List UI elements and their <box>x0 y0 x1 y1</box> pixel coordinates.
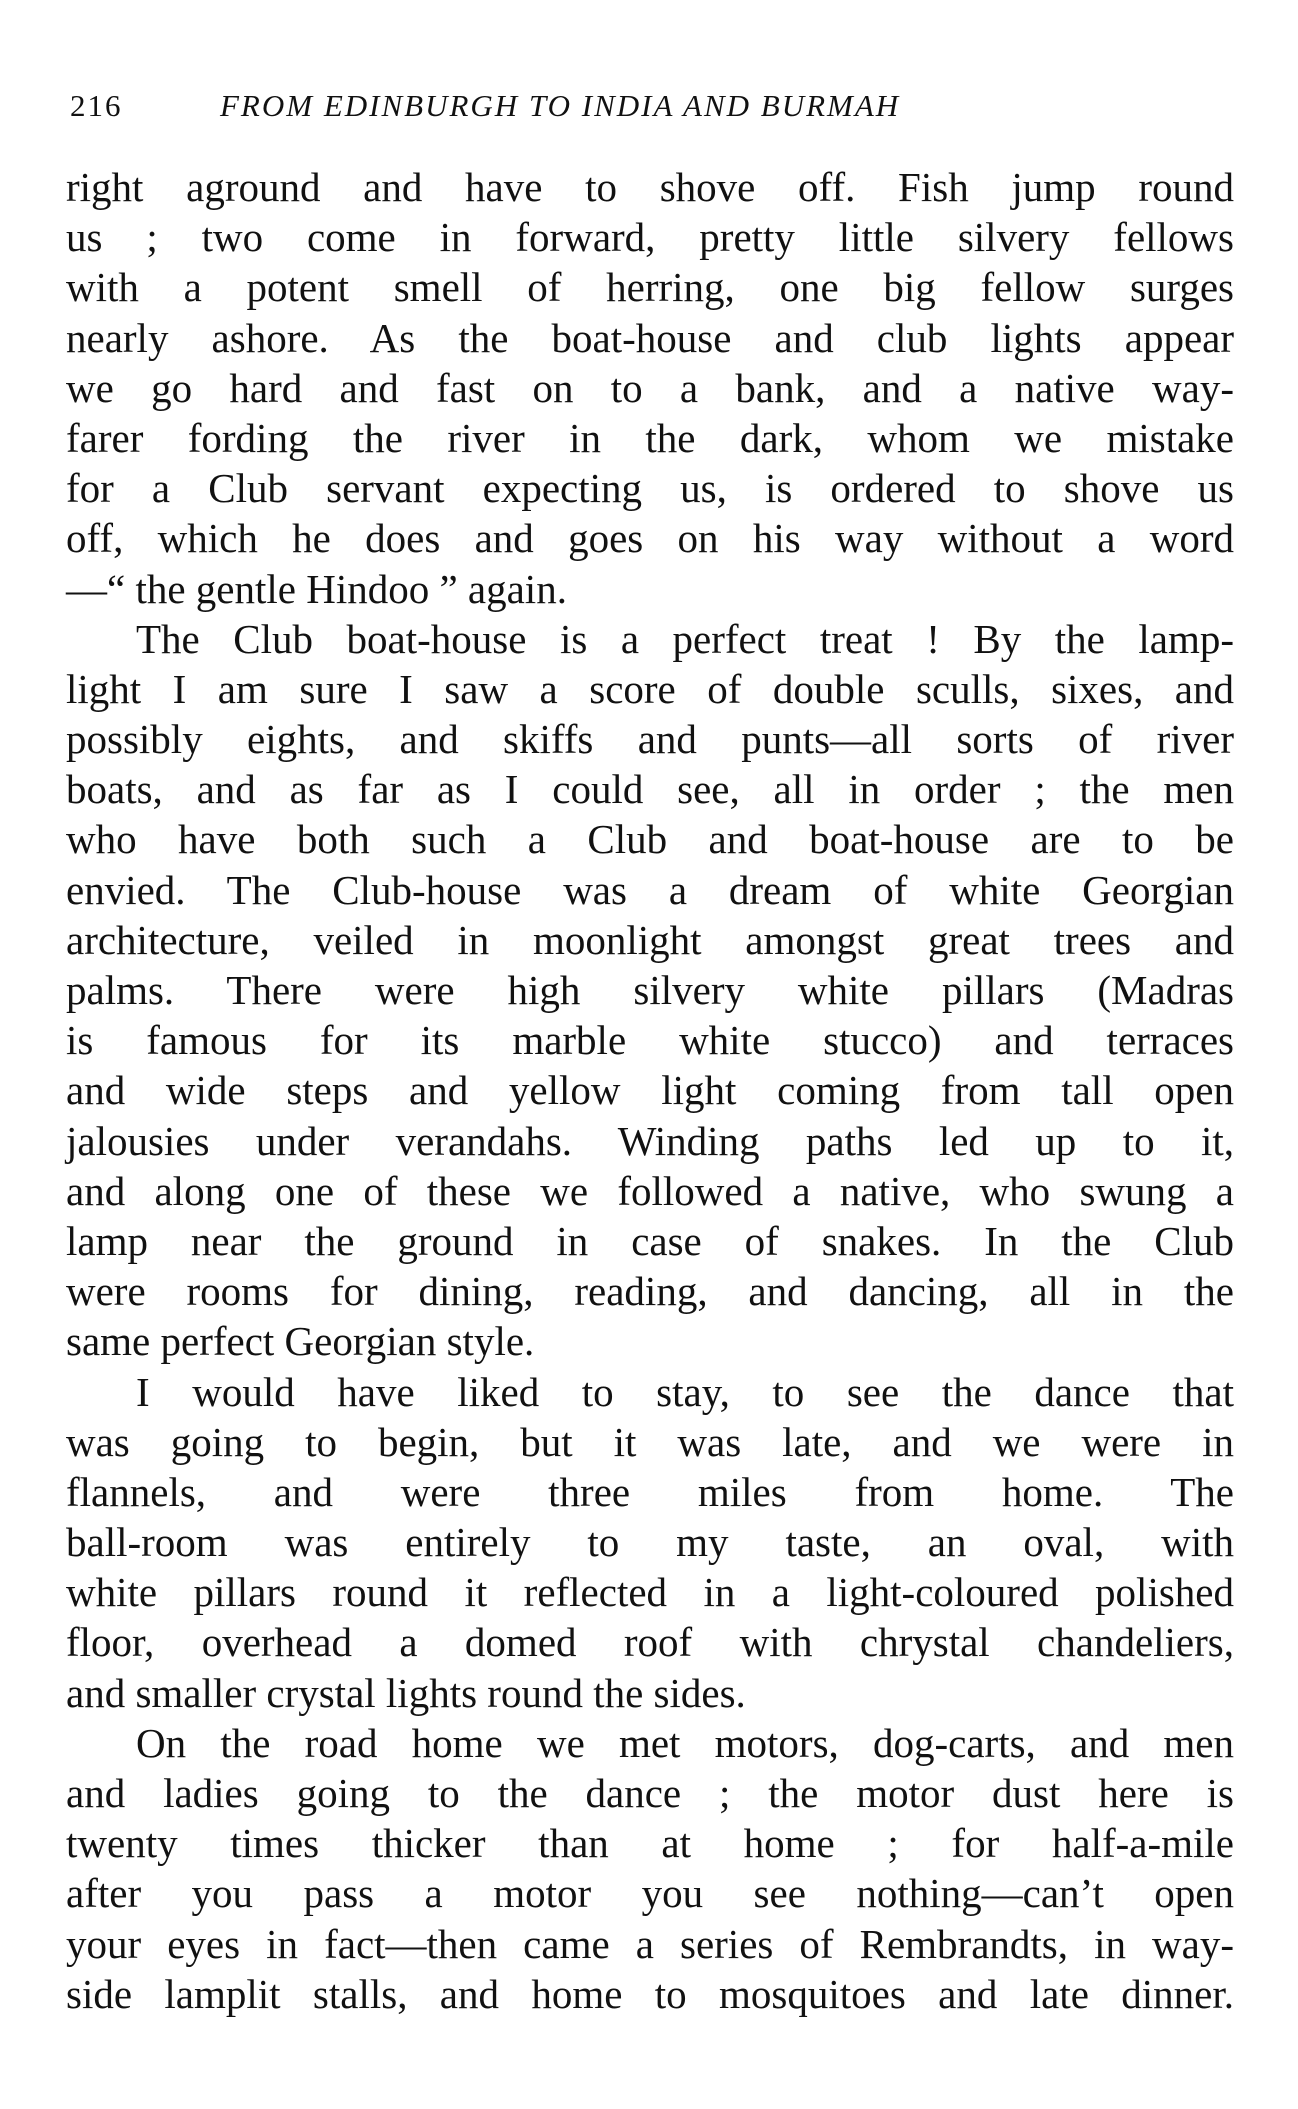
text-line: who have both such a Club and boat-house are to be <box>66 816 1234 863</box>
text-line: we go hard and fast on to a bank, and a native way- <box>66 364 1234 411</box>
text-line: boats, and as far as I could see, all in order ; the men <box>66 766 1234 813</box>
text-line: lamp near the ground in case of snakes. In the Club <box>66 1217 1234 1264</box>
text-line: same perfect Georgian style. <box>66 1318 535 1365</box>
text-line: architecture, veiled in moonlight amongst great trees and <box>66 916 1234 963</box>
text-line: and smaller crystal lights round the sides. <box>66 1669 746 1716</box>
running-title: FROM EDINBURGH TO INDIA AND BURMAH <box>220 88 901 123</box>
text-line: your eyes in fact—then came a series of Rembrandts, in way- <box>66 1920 1234 1967</box>
body-text <box>66 162 1234 2019</box>
text-line: envied. The Club-house was a dream of white Georgian <box>66 866 1234 913</box>
text-line: I would have liked to stay, to see the dance that <box>136 1368 1234 1415</box>
text-line: were rooms for dining, reading, and dancing, all in the <box>66 1268 1234 1315</box>
text-line: us ; two come in forward, pretty little silvery fellows <box>66 214 1234 261</box>
text-line: for a Club servant expecting us, is ordered to shove us <box>66 465 1234 512</box>
text-line: twenty times thicker than at home ; for half-a-mile <box>66 1820 1234 1867</box>
text-line: and along one of these we followed a native, who swung a <box>66 1167 1234 1214</box>
text-line: On the road home we met motors, dog-carts, and men <box>136 1719 1234 1766</box>
text-line: palms. There were high silvery white pillars (Madras <box>66 967 1234 1013</box>
text-line: farer fording the river in the dark, whom we mistake <box>66 414 1234 461</box>
text-line: and ladies going to the dance ; the motor dust here is <box>66 1770 1234 1816</box>
text-line: with a potent smell of herring, one big fellow surges <box>66 264 1234 311</box>
text-line: light I am sure I saw a score of double sculls, sixes, and <box>66 665 1234 712</box>
text-line: flannels, and were three miles from home. The <box>66 1468 1234 1515</box>
text-line: white pillars round it reflected in a light-coloured polished <box>66 1569 1234 1616</box>
paragraph <box>66 1367 1234 1718</box>
running-head <box>70 84 1235 128</box>
text-line: jalousies under verandahs. Winding paths led up to it, <box>66 1117 1234 1164</box>
text-line: side lamplit stalls, and home to mosquitoes and late dinner. <box>66 1970 1234 2017</box>
paragraph <box>66 614 1234 1367</box>
text-line: possibly eights, and skiffs and punts—all sorts of river <box>66 716 1234 763</box>
text-line: and wide steps and yellow light coming from tall open <box>66 1067 1234 1114</box>
text-line: is famous for its marble white stucco) and terraces <box>66 1017 1234 1064</box>
text-line: floor, overhead a domed roof with chrystal chandeliers, <box>66 1619 1234 1666</box>
text-line: was going to begin, but it was late, and we were in <box>66 1418 1234 1465</box>
text-line: off, which he does and goes on his way without a word <box>66 515 1234 562</box>
text-line: nearly ashore. As the boat-house and club lights appear <box>66 314 1234 361</box>
paragraph <box>66 162 1234 614</box>
page-number: 216 <box>70 88 123 123</box>
text-line: —“ the gentle Hindoo ” again. <box>66 565 567 612</box>
paragraph <box>66 1718 1234 2019</box>
text-line: after you pass a motor you see nothing—can’t open <box>66 1870 1234 1917</box>
text-line: ball-room was entirely to my taste, an oval, with <box>66 1519 1234 1566</box>
text-line: right aground and have to shove off. Fish jump round <box>66 164 1234 210</box>
text-line: The Club boat-house is a perfect treat ! By the lamp- <box>136 615 1234 662</box>
